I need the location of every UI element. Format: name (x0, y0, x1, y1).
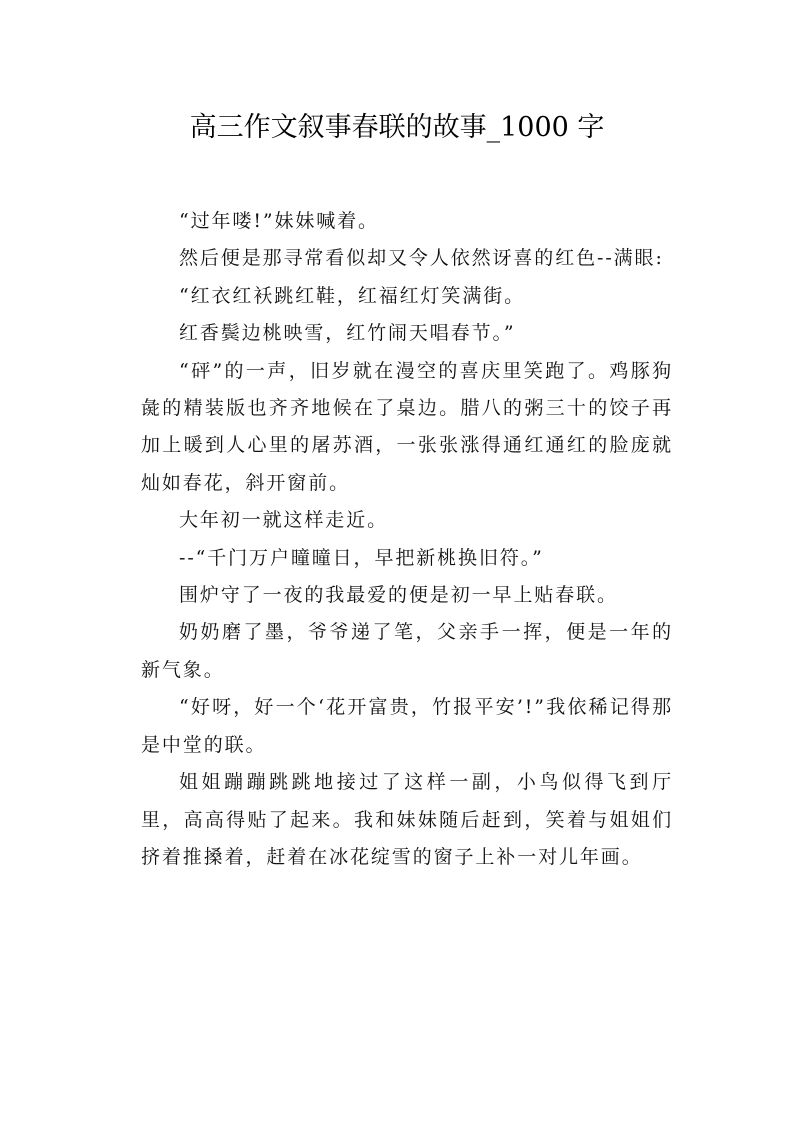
paragraph: “好呀，好一个‘花开富贵，竹报平安’!”我依稀记得那是中堂的联。 (141, 696, 673, 756)
paragraph: 姐姐蹦蹦跳跳地接过了这样一副，小鸟似得飞到厅里，高高得贴了起来。我和妹妹随后赶到，笑着与姐姐们挤着推搡着，赶着在冰花绽雪的窗子上补一对儿年画。 (141, 771, 673, 868)
paragraph: 围炉守了一夜的我最爱的便是初一早上贴春联。 (179, 584, 618, 607)
paragraph: 奶奶磨了墨，爷爷递了笔，父亲手一挥，便是一年的新气象。 (141, 621, 673, 681)
paragraph: “过年喽!”妹妹喊着。 (179, 210, 379, 232)
document-title: 高三作文叙事春联的故事_1000 字 (189, 112, 605, 143)
paragraph: 大年初一就这样走近。 (179, 509, 389, 532)
paragraph: “红衣红袄跳红鞋，红福红灯笑满街。 (179, 284, 526, 307)
document-body (141, 203, 673, 876)
paragraph: 然后便是那寻常看似却又令人依然讶喜的红色--满眼: (179, 247, 664, 270)
paragraph: “砰”的一声，旧岁就在漫空的喜庆里笑跑了。鸡豚狗彘的精装版也齐齐地候在了桌边。腊八的粥三十的饺子再加上暖到人心里的屠苏酒，一张张涨得通红通红的脸庞就灿如春花，斜开窗前。 (141, 359, 673, 494)
paragraph: 红香鬓边桃映雪，红竹闹天唱春节。” (179, 322, 516, 345)
paragraph: --“千门万户曈曈日，早把新桃换旧符。” (179, 546, 544, 569)
